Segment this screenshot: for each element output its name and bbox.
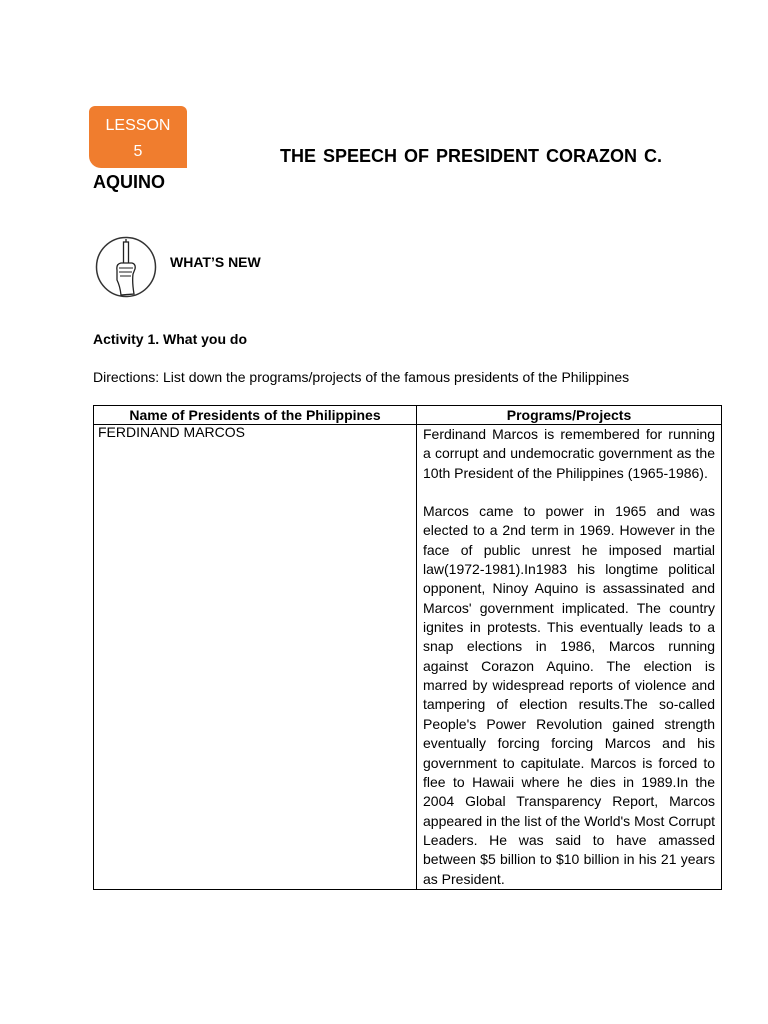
table-row xyxy=(94,425,722,890)
page-title-continued: AQUINO xyxy=(93,172,165,192)
lesson-number: 5 xyxy=(133,143,143,160)
table-header-row xyxy=(94,406,722,425)
programs-paragraph: Ferdinand Marcos is remembered for running a corrupt and undemocratic government as the 10th President of the Philippines (1965-1986). xyxy=(423,426,715,481)
hand-holding-pencil-icon xyxy=(95,236,157,298)
programs-cell xyxy=(417,425,722,890)
programs-paragraph: Marcos came to power in 1965 and was elected to a 2nd term in 1969. However in the face of public unrest he imposed martial law(1972-1981).In1983 his longtime political opponent, Ninoy Aquino is assassinated and Marcos' government implicated. The country ignites in protests. This eventually leads to a snap elections in 1986, Marcos running against Corazon Aquino. The election is marred by widespread reports of violence and tampering of election results.The so-called People's Power Revolution gained strength eventually forcing forcing Marcos and his government to capitulate. Marcos is forced to flee to Hawaii where he dies in 1989.In the 2004 Global Transparency Report, Marcos appeared in the list of the World's Most Corrupt Leaders. He was said to have amassed between $5 billion to $10 billion in his 21 years as President. xyxy=(423,503,715,887)
column-header-name: Name of Presidents of the Philippines xyxy=(94,406,417,425)
activity-heading: Activity 1. What you do xyxy=(93,331,248,347)
column-header-programs: Programs/Projects xyxy=(417,406,722,425)
directions-text: Directions: List down the programs/projects of the famous presidents of the Philippines xyxy=(93,369,630,385)
lesson-badge xyxy=(89,106,187,168)
whats-new-heading: WHAT’S NEW xyxy=(170,254,261,270)
page-title: THE SPEECH OF PRESIDENT CORAZON C. xyxy=(280,146,663,166)
president-name: FERDINAND MARCOS xyxy=(94,425,417,890)
presidents-table xyxy=(93,405,722,890)
lesson-label: LESSON xyxy=(105,117,171,134)
